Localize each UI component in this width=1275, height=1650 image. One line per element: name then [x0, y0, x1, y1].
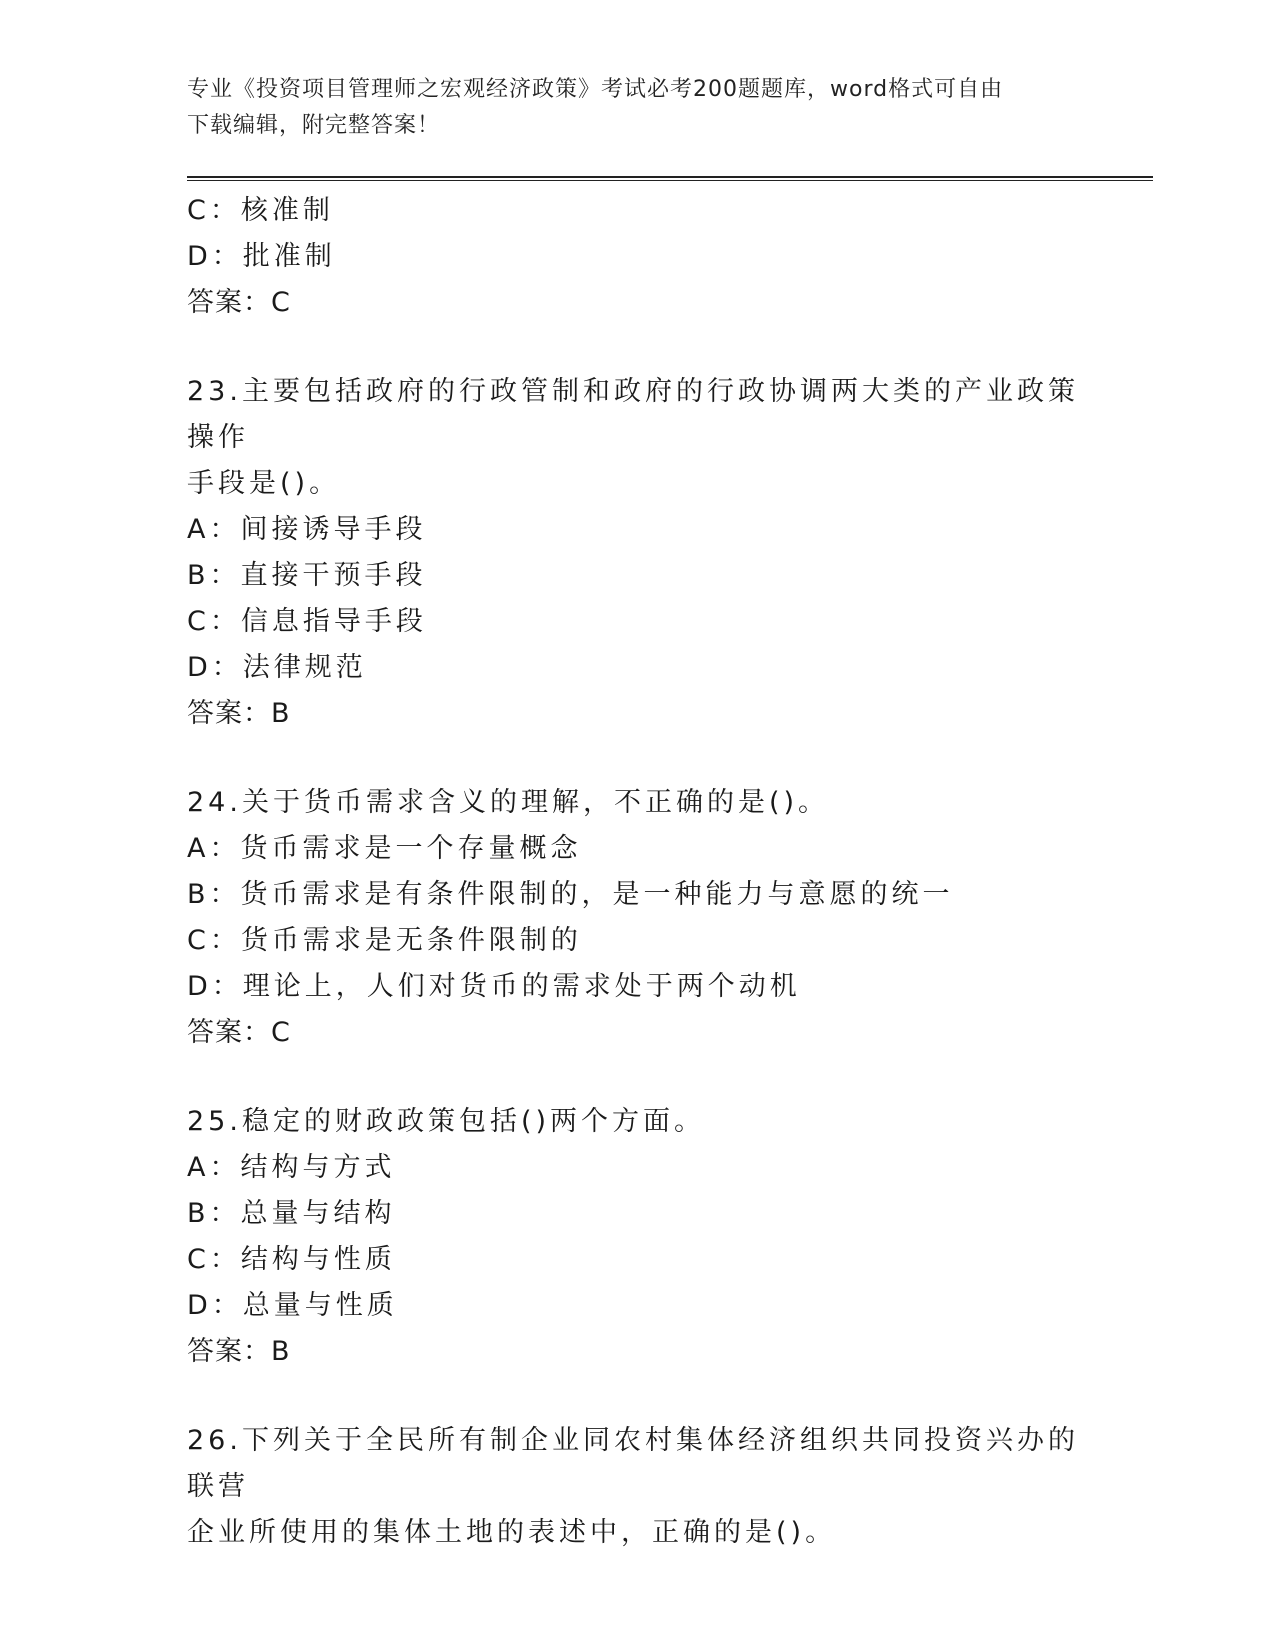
question-24	[187, 780, 1087, 1056]
option-c: C：货币需求是无条件限制的	[187, 925, 582, 956]
option-d: D：批准制	[187, 241, 336, 272]
option-c: C：结构与性质	[187, 1244, 396, 1275]
option-b: B：货币需求是有条件限制的，是一种能力与意愿的统一	[187, 879, 954, 910]
option-b: B：总量与结构	[187, 1198, 396, 1229]
option-d: D：理论上，人们对货币的需求处于两个动机	[187, 971, 801, 1002]
header-line-2: 下载编辑，附完整答案！	[187, 113, 441, 138]
option-d: D：总量与性质	[187, 1290, 398, 1321]
document-body	[187, 188, 1087, 1556]
previous-question-tail	[187, 188, 1087, 326]
question-text-line: 23.主要包括政府的行政管制和政府的行政协调两大类的产业政策操作	[187, 376, 1079, 453]
option-a: A：间接诱导手段	[187, 514, 427, 545]
answer: 答案：C	[187, 287, 291, 318]
answer: 答案：C	[187, 1017, 291, 1048]
option-a: A：货币需求是一个存量概念	[187, 833, 582, 864]
option-c: C：核准制	[187, 195, 334, 226]
option-b: B：直接干预手段	[187, 560, 427, 591]
question-text-line: 企业所使用的集体土地的表述中，正确的是()。	[187, 1517, 837, 1548]
question-23	[187, 369, 1087, 737]
option-c: C：信息指导手段	[187, 606, 427, 637]
header-line-1: 专业《投资项目管理师之宏观经济政策》考试必考200题题库，word格式可自由	[187, 77, 1004, 102]
answer: 答案：B	[187, 1336, 291, 1367]
question-text-line: 手段是()。	[187, 468, 341, 499]
question-25	[187, 1099, 1087, 1375]
answer: 答案：B	[187, 698, 291, 729]
question-text-line: 25.稳定的财政政策包括()两个方面。	[187, 1106, 706, 1137]
document-header	[187, 72, 1067, 144]
header-divider	[187, 176, 1153, 181]
question-text-line: 24.关于货币需求含义的理解，不正确的是()。	[187, 787, 830, 818]
option-a: A：结构与方式	[187, 1152, 396, 1183]
question-text-line: 26.下列关于全民所有制企业同农村集体经济组织共同投资兴办的联营	[187, 1425, 1079, 1502]
option-d: D：法律规范	[187, 652, 367, 683]
question-26	[187, 1418, 1087, 1556]
